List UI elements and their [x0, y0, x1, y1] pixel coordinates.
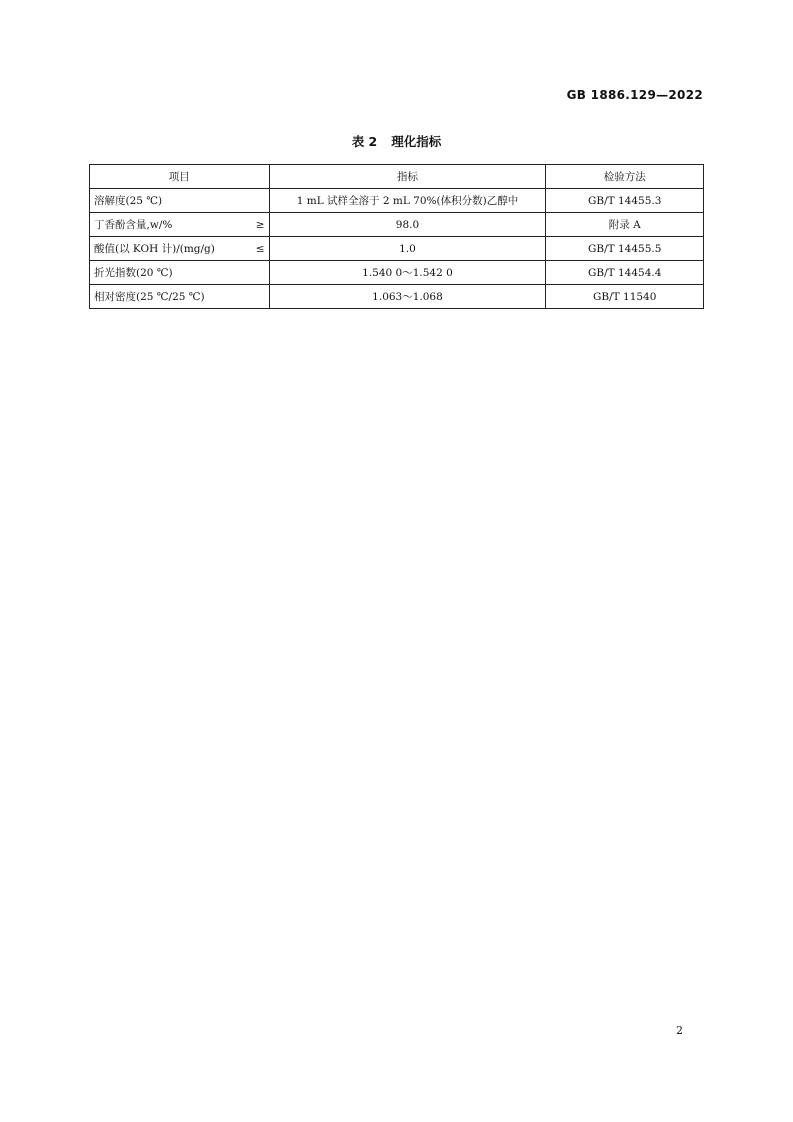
table-header-row — [90, 165, 704, 189]
item-cell — [90, 213, 270, 237]
table-caption — [0, 132, 793, 150]
item-name: 溶解度(25 ℃) — [94, 195, 163, 207]
table-caption-number: 表 2 — [351, 134, 378, 149]
item-cell — [90, 261, 270, 285]
table-caption-title: 理化指标 — [391, 134, 442, 149]
test-method-cell: GB/T 14455.3 — [546, 189, 704, 213]
table-row — [90, 213, 704, 237]
item-cell — [90, 285, 270, 309]
item-name: 折光指数(20 ℃) — [94, 267, 173, 279]
physicochemical-spec-table — [89, 164, 704, 309]
test-method-cell: GB/T 11540 — [546, 285, 704, 309]
item-name: 相对密度(25 ℃/25 ℃) — [94, 291, 205, 303]
table-row — [90, 237, 704, 261]
table-row — [90, 285, 704, 309]
column-header-spec: 指标 — [269, 165, 546, 189]
item-cell — [90, 189, 270, 213]
table-row — [90, 261, 704, 285]
item-name: 酸值(以 KOH 计)/(mg/g) — [94, 243, 215, 255]
comparison-operator: ≥ — [255, 218, 265, 231]
spec-value-cell: 1 mL 试样全溶于 2 mL 70%(体积分数)乙醇中 — [269, 189, 546, 213]
standard-number: GB 1886.129—2022 — [566, 88, 703, 102]
spec-value-cell: 1.063～1.068 — [269, 285, 546, 309]
spec-value-cell: 98.0 — [269, 213, 546, 237]
item-name: 丁香酚含量,w/% — [94, 219, 173, 231]
page-number: 2 — [676, 1024, 683, 1037]
item-cell — [90, 237, 270, 261]
comparison-operator: ≤ — [255, 242, 265, 255]
spec-value-cell: 1.0 — [269, 237, 546, 261]
test-method-cell: GB/T 14454.4 — [546, 261, 704, 285]
column-header-method: 检验方法 — [546, 165, 704, 189]
column-header-item: 项目 — [90, 165, 270, 189]
test-method-cell: 附录 A — [546, 213, 704, 237]
spec-value-cell: 1.540 0～1.542 0 — [269, 261, 546, 285]
test-method-cell: GB/T 14455.5 — [546, 237, 704, 261]
table-row — [90, 189, 704, 213]
